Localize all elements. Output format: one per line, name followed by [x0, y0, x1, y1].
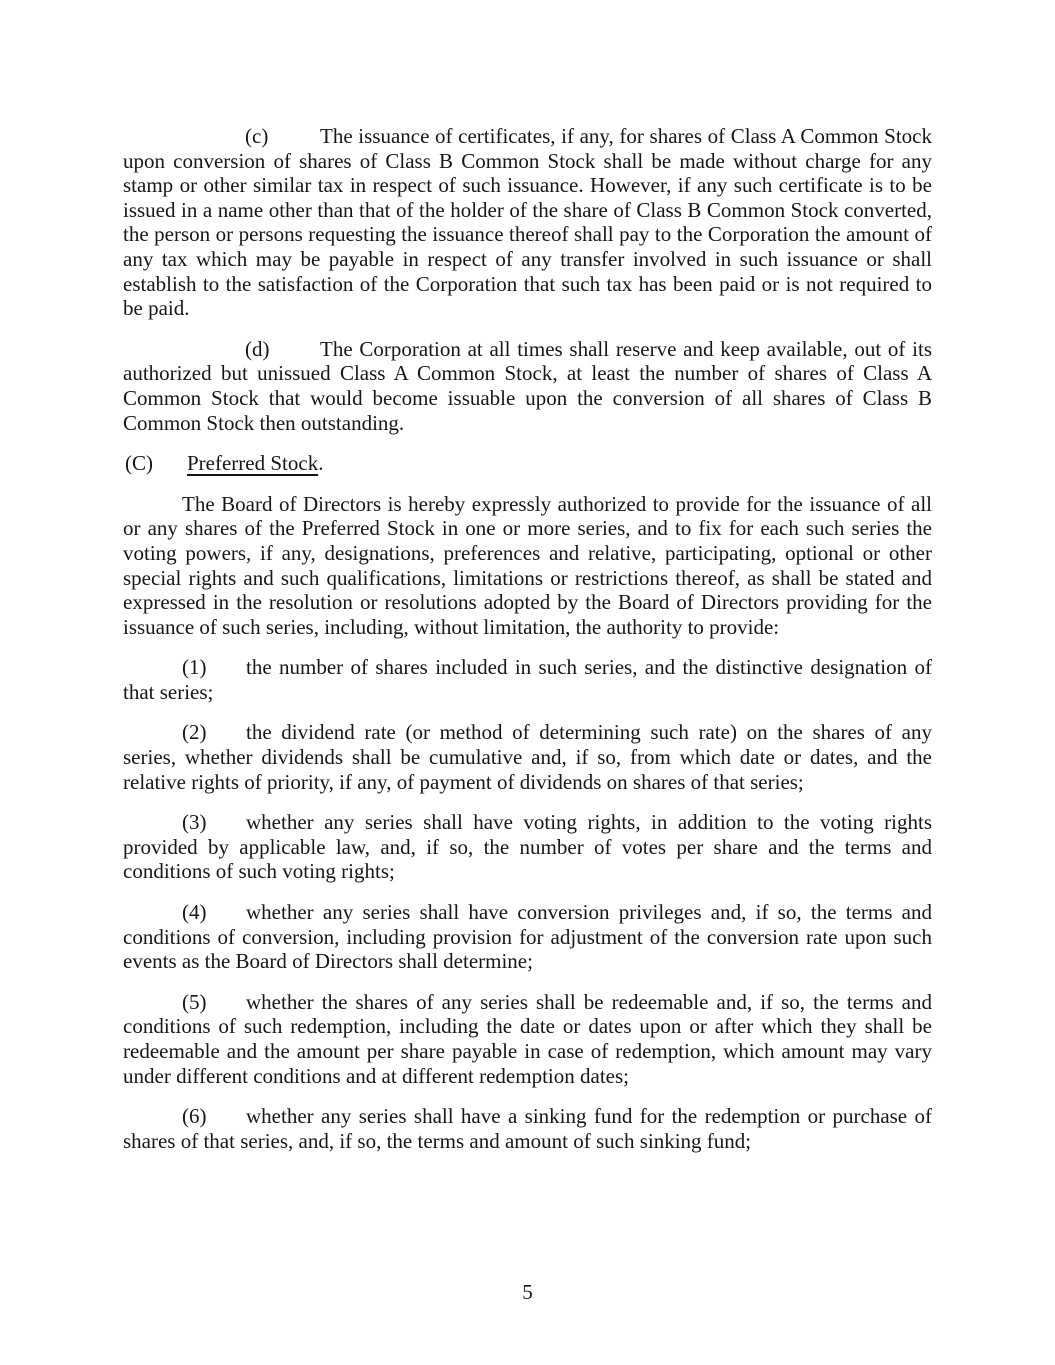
list-item-4-label: (4) [182, 900, 207, 925]
list-item-1-text: the number of shares included in such series, and the distinctive designation of that series; [123, 655, 932, 704]
list-item-2-text: the dividend rate (or method of determining such rate) on the shares of any series, whether dividends shall be cumulative and, if so, from which date or dates, and the relative rights of priority, if any, of payment of dividends on shares of that series; [123, 720, 932, 794]
list-item-5-text: whether the shares of any series shall be redeemable and, if so, the terms and conditions of such redemption, including the date or dates upon or after which they shall be redeemable and the amount per share payable in case of redemption, which amount may vary under different conditions and at different redemption dates; [123, 989, 932, 1088]
list-item-2 [123, 720, 932, 794]
paragraph-d-text: The Corporation at all times shall reserve and keep available, out of its authorized but unissued Class A Common Stock, at least the number of shares of Class A Common Stock that would become issuable upon the conversion of all shares of Class B Common Stock then outstanding. [123, 336, 932, 435]
section-heading-period: . [318, 451, 324, 476]
list-item-1 [123, 655, 932, 704]
list-item-1-label: (1) [182, 655, 207, 680]
page-number: 5 [522, 1280, 533, 1304]
list-item-4-text: whether any series shall have conversion privileges and, if so, the terms and conditions of conversion, including provision for adjustment of the conversion rate upon such events as the Board of Directors shall determine; [123, 900, 932, 974]
list-item-3-label: (3) [182, 810, 207, 835]
list-item-6-label: (6) [182, 1104, 207, 1129]
section-heading-title: Preferred Stock [187, 451, 319, 476]
list-item-2-label: (2) [182, 720, 207, 745]
list-item-4 [123, 900, 932, 974]
list-item-6-text: whether any series shall have a sinking fund for the redemption or purchase of shares of that series, and, if so, the terms and amount of such sinking fund; [123, 1104, 932, 1153]
intro-paragraph [123, 492, 932, 640]
list-item-5-label: (5) [182, 989, 207, 1014]
paragraph-c-label: (c) [245, 124, 269, 148]
list-item-6 [123, 1104, 932, 1153]
list-item-3-text: whether any series shall have voting rights, in addition to the voting rights provided by applicable law, and, if so, the number of votes per share and the terms and conditions of such voting rights; [123, 810, 932, 884]
paragraph-c [123, 124, 932, 321]
intro-paragraph-text: The Board of Directors is hereby expressly authorized to provide for the issuance of all or any shares of the Preferred Stock in one or more series, and to fix for each such series the voting powers, if any, designations, preferences and relative, participating, optional or other special rights and such qualifications, limitations or restrictions thereof, as shall be stated and expressed in the resolution or resolutions adopted by the Board of Directors providing for the issuance of such series, including, without limitation, the authority to provide: [123, 491, 932, 639]
document-body [123, 124, 932, 1169]
section-heading-preferred-stock [123, 451, 932, 476]
list-item-5 [123, 990, 932, 1088]
paragraph-c-text: The issuance of certificates, if any, for shares of Class A Common Stock upon conversion of shares of Class B Common Stock shall be made without charge for any stamp or other similar tax in respect of such issuance. However, if any such certificate is to be issued in a name other than that of the holder of the share of Class B Common Stock converted, the person or persons requesting the issuance thereof shall pay to the Corporation the amount of any tax which may be payable in respect of any transfer involved in such issuance or shall establish to the satisfaction of the Corporation that such tax has been paid or is not required to be paid. [123, 124, 932, 321]
paragraph-d-label: (d) [245, 336, 270, 361]
section-heading-label: (C) [125, 451, 153, 476]
list-item-3 [123, 810, 932, 884]
paragraph-d [123, 337, 932, 435]
